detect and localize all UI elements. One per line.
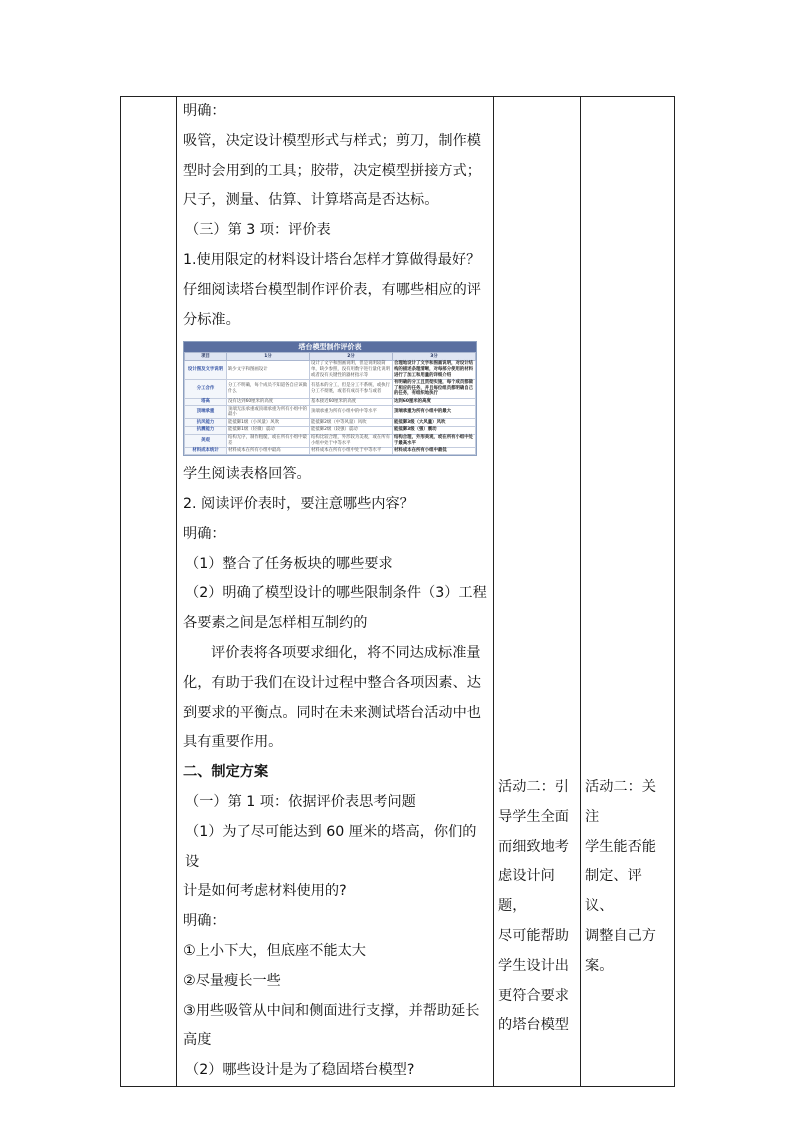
- text-line: 学生阅读表格回答。: [183, 466, 311, 483]
- teacher-activity-line: 活动二：引: [498, 779, 569, 795]
- evaluation-focus-line: 活动二：关注: [585, 779, 656, 825]
- teacher-activity-line: 虑设计问题，: [498, 868, 555, 915]
- evaluation-row: [185, 426, 476, 434]
- text-line: ③用些吸管从中间和侧面进行支撑，并帮助延长: [183, 1002, 480, 1019]
- evaluation-item-cell: 材料成本统计: [185, 447, 227, 455]
- teacher-activity-line: 导学生全面: [498, 808, 569, 825]
- score-1-cell: 能抵御1级（小风量）风吹: [227, 419, 310, 427]
- evaluation-table-title: 塔台模型制作评价表: [184, 342, 476, 352]
- score-3-cell: 有明确的分工且贯彻实施，每个成员都做了相应的任务，并且每位组员都明确自己的任务，有组织地执行: [393, 379, 476, 398]
- text-line: 高度: [183, 1032, 212, 1049]
- text-line: （1）整合了任务板块的哪些要求: [185, 555, 393, 572]
- paragraph-line: 评价表将各项要求细化，将不同达成标准量: [211, 645, 481, 662]
- evaluation-item-cell: 美观: [185, 434, 227, 447]
- lesson-plan-table: [120, 96, 675, 1087]
- evaluation-row: [185, 406, 476, 419]
- content-column: [177, 97, 494, 1087]
- paragraph-line: 化，有助于我们在设计过程中整合各项因素、达: [183, 674, 481, 691]
- header-score-3: 3分: [393, 353, 476, 361]
- evaluation-table: [184, 352, 476, 455]
- text-line: 吸管，决定设计模型形式与样式；剪刀，制作模: [183, 132, 481, 149]
- header-score-1: 1分: [227, 353, 310, 361]
- text-line: 1.使用限定的材料设计塔台怎样才算做得最好？: [183, 251, 481, 268]
- teacher-activity-line: 的塔台模型: [498, 1017, 569, 1034]
- evaluation-row: [185, 447, 476, 455]
- score-2-cell: 设计了文字和图画说明，但是说明较简单，缺少参照，没有用数字进行量化说明或者没有关键性的器材指示等: [310, 360, 393, 379]
- teacher-activity-line: 尽可能帮助: [498, 927, 569, 944]
- evaluation-row: [185, 419, 476, 427]
- text-line: 明确：: [183, 913, 226, 930]
- score-1-cell: 材料成本在所有小组中最高: [227, 447, 310, 455]
- evaluation-row: [185, 398, 476, 406]
- score-3-cell: 合理地设计了文字和图画说明，对设计结构的描述条理清晰，对每部分使用的材料进行了加工和用量的详细介绍: [393, 360, 476, 379]
- text-line: 明确：: [183, 525, 226, 542]
- score-1-cell: 结构无序，制作粗糙，或在所有小组中最差: [227, 434, 310, 447]
- score-3-cell: 结构合理，外形美观，或在所有小组中处于最高水平: [393, 434, 476, 447]
- evaluation-item-cell: 抗风能力: [185, 419, 227, 427]
- score-3-cell: 能抵御3级（强）震动: [393, 426, 476, 434]
- score-2-cell: 能抵御2级（较强）震动: [310, 426, 393, 434]
- subsection-heading: （三）第 3 项：评价表: [185, 222, 331, 239]
- score-3-cell: 能抵御3级（大风量）风吹: [393, 419, 476, 427]
- score-2-cell: 有基本的分工，但是分工不系统，或执行分工不彻底，或者有成员不参与或者: [310, 379, 393, 398]
- text-line: ②尽量瘦长一些: [183, 972, 281, 989]
- evaluation-row: [185, 379, 476, 398]
- evaluation-item-cell: 塔高: [185, 398, 227, 406]
- score-1-cell: 缺少文字和图画设计: [227, 360, 310, 379]
- evaluation-table-image: [183, 341, 477, 456]
- evaluation-focus-line: 案。: [585, 957, 614, 974]
- score-1-cell: 分工不明确，每个成员不知道各自应该做什么: [227, 379, 310, 398]
- text-line: ①上小下大，但底座不能太大: [183, 943, 366, 960]
- paragraph-line: 具有重要作用。: [183, 734, 283, 751]
- paragraph-line: 到要求的平衡点。同时在未来测试塔台活动中也: [183, 704, 481, 721]
- evaluation-focus-line: 调整自己方: [585, 927, 656, 944]
- text-line: （1）为了尽可能达到 60 厘米的塔高，你们的设: [185, 823, 477, 870]
- score-3-cell: 达到60厘米的高度: [393, 398, 476, 406]
- teacher-activity-line: 更符合要求: [498, 987, 569, 1004]
- score-1-cell: 顶端无法承重或顶端承重为所有小组中的最小: [227, 406, 310, 419]
- evaluation-item-cell: 分工合作: [185, 379, 227, 398]
- teacher-activity-column: [494, 97, 581, 1087]
- evaluation-focus-line: 学生能否能: [585, 838, 656, 855]
- evaluation-item-cell: 抗震能力: [185, 426, 227, 434]
- score-2-cell: 结构比较合理，外形较为美观，或在所有小组中处于中等水平: [310, 434, 393, 447]
- header-score-2: 2分: [310, 353, 393, 361]
- text-line: 分标准。: [183, 311, 240, 328]
- evaluation-item-cell: 设计图及文字说明: [185, 360, 227, 379]
- text-line: 计是如何考虑材料使用的?: [183, 883, 347, 900]
- score-1-cell: 没有达到60厘米的高度: [227, 398, 310, 406]
- text-line: 2. 阅读评价表时，要注意哪些内容？: [183, 496, 414, 513]
- text-line: （2）明确了模型设计的哪些限制条件（3）工程: [185, 585, 487, 602]
- text-line: （2）哪些设计是为了稳固塔台模型?: [185, 1062, 415, 1079]
- text-line: 各要素之间是怎样相互制约的: [183, 615, 368, 632]
- section-heading: 二、制定方案: [183, 764, 269, 781]
- score-2-cell: 基本接近60厘米的高度: [310, 398, 393, 406]
- text-line: 仔细阅读塔台模型制作评价表，有哪些相应的评: [183, 281, 481, 298]
- evaluation-row: [185, 434, 476, 447]
- evaluation-focus-column: [581, 97, 675, 1087]
- blank-column: [121, 97, 177, 1087]
- subsection-heading: （一）第 1 项：依据评价表思考问题: [185, 794, 416, 811]
- score-2-cell: 顶端承重为所有小组中的中等水平: [310, 406, 393, 419]
- score-1-cell: 能抵御1级（轻微）震动: [227, 426, 310, 434]
- text-line: 尺子，测量、估算、计算塔高是否达标。: [183, 192, 439, 209]
- score-3-cell: 顶端承重为所有小组中的最大: [393, 406, 476, 419]
- text-line: 明确：: [183, 103, 226, 119]
- teacher-activity-line: 学生设计出: [498, 957, 569, 974]
- score-2-cell: 能抵御2级（中等风量）风吹: [310, 419, 393, 427]
- evaluation-focus-line: 制定、评议、: [585, 868, 642, 915]
- teacher-activity-line: 而细致地考: [498, 838, 569, 855]
- text-line: 型时会用到的工具；胶带，决定模型拼接方式；: [183, 162, 481, 179]
- evaluation-row: [185, 360, 476, 379]
- score-3-cell: 材料成本在所有小组中最低: [393, 447, 476, 455]
- evaluation-item-cell: 顶端承重: [185, 406, 227, 419]
- header-item: 项目: [185, 353, 227, 361]
- score-2-cell: 材料成本在所有小组中处于中等水平: [310, 447, 393, 455]
